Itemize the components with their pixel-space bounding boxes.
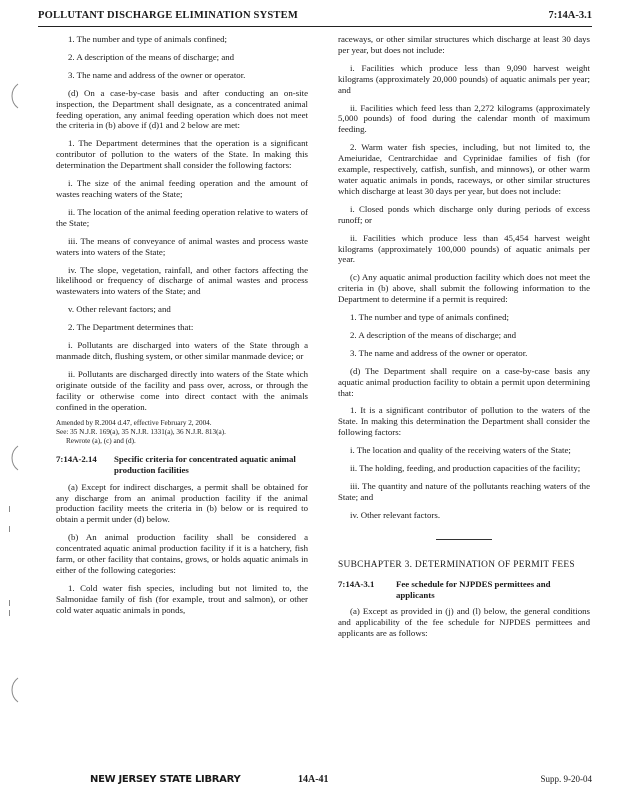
section-heading: [56, 454, 308, 476]
page-number: 14A-41: [298, 774, 329, 785]
factor-item: iv. Other relevant factors.: [350, 509, 441, 520]
paragraph-d1: 1. It is a significant contributor of pollution to the waters of the State. In making this determination the Department shall consider the following factors:: [338, 405, 590, 438]
section-divider: [436, 539, 492, 540]
supplement-date: Supp. 9-20-04: [540, 774, 592, 784]
d2-item: i. Pollutants are discharged into waters of the State through a manmade ditch, flushing system, or other similar manmade device; or: [56, 340, 308, 361]
factor-item: iv. The slope, vegetation, rainfall, and other factors affecting the likelihood or frequency of discharge of animal wastes and process wastewaters into waters of the State; and: [56, 264, 308, 297]
section-heading: [338, 579, 590, 601]
d2-item: ii. Pollutants are discharged directly into waters of the State which originate outside of the facility and pass over, across, or through the facility or otherwise come into direct contact with the animals confined in the operation.: [56, 368, 308, 412]
history-line: Rewrote (a), (c) and (d).: [66, 437, 136, 446]
section-number: 7:14A-3.1: [338, 578, 375, 589]
left-column: [56, 34, 308, 623]
paragraph-d: (d) On a case-by-case basis and after conducting an on-site inspection, the Department shall designate, as a concentrated animal feeding operation, any animal feeding operation which does not meet the criteria in (b) above if (d)1 and 2 below are met:: [56, 87, 308, 131]
factor-item: ii. The holding, feeding, and production capacities of the facility;: [350, 463, 581, 474]
section-title: Specific criteria for concentrated aquatic animal production facilities: [114, 453, 296, 475]
paragraph-a: (a) Except for indirect discharges, a permit shall be obtained for any discharge from an animal production facility if the animal production facility meets the criteria in (b) below or is required to obtain a permit under (d) below.: [56, 481, 308, 525]
paragraph-d: (d) The Department shall require on a case-by-case basis any aquatic animal production facility to obtain a permit upon determining that:: [338, 365, 590, 398]
margin-dot: [9, 526, 10, 532]
library-stamp: NEW JERSEY STATE LIBRARY: [90, 774, 241, 785]
factor-item: v. Other relevant factors; and: [68, 304, 171, 315]
factor-item: ii. The location of the animal feeding operation relative to waters of the State;: [56, 206, 308, 228]
history-line: Amended by R.2004 d.47, effective February 2, 2004.: [56, 419, 212, 428]
margin-bracket-mark: [6, 676, 22, 704]
list-item: 3. The name and address of the owner or operator.: [350, 347, 528, 358]
header-rule: [38, 26, 592, 27]
paragraph-b1: 1. Cold water fish species, including but not limited to, the Salmonidae family of fish (for example, trout and salmon), or other cold water aquatic animals in ponds,: [56, 582, 308, 615]
subchapter-title: SUBCHAPTER 3. DETERMINATION OF PERMIT FEES: [338, 559, 575, 570]
paragraph-d2: 2. The Department determines that:: [68, 322, 194, 333]
margin-dot: [9, 610, 10, 616]
margin-dot: [9, 506, 10, 512]
list-item: 1. The number and type of animals confined;: [68, 34, 227, 44]
running-title: POLLUTANT DISCHARGE ELIMINATION SYSTEM: [38, 10, 298, 21]
paragraph-d1: 1. The Department determines that the operation is a significant contributor of pollution to the waters of the State. In making this determination the Department shall consider the following factors:: [56, 138, 308, 171]
section-number: 7:14A-2.14: [56, 453, 97, 464]
list-item: 1. The number and type of animals confined;: [350, 312, 509, 323]
section-reference: 7:14A-3.1: [548, 10, 592, 21]
right-column: [338, 34, 590, 646]
list-item: 3. The name and address of the owner or operator.: [68, 69, 246, 80]
b2-item: ii. Facilities which produce less than 45,454 harvest weight kilograms (approximately 100,000 pounds) of aquatic animals per year.: [338, 232, 590, 265]
factor-item: i. The size of the animal feeding operation and the amount of wastes reaching waters of the State;: [56, 178, 308, 199]
section-title: Fee schedule for NJPDES permittees and applicants: [396, 578, 551, 600]
paragraph-c: (c) Any aquatic animal production facility which does not meet the criteria in (b) above, shall submit the following information to the Department to determine if a permit is required:: [338, 272, 590, 305]
b1-item: ii. Facilities which feed less than 2,272 kilograms (approximately 5,000 pounds) of food during the calendar month of maximum feeding.: [338, 102, 590, 135]
b2-item: i. Closed ponds which discharge only during periods of excess runoff; or: [338, 203, 590, 225]
margin-bracket-mark: [6, 444, 22, 472]
factor-item: iii. The means of conveyance of animal wastes and process waste waters into waters of the State;: [56, 235, 308, 257]
factor-item: i. The location and quality of the receiving waters of the State;: [350, 445, 571, 456]
margin-bracket-mark: [6, 82, 22, 110]
factor-item: iii. The quantity and nature of the pollutants reaching waters of the State; and: [338, 481, 590, 502]
paragraph-b1-continued: raceways, or other similar structures which discharge at least 30 days per year, but does not include:: [338, 34, 590, 55]
list-item: 2. A description of the means of discharge; and: [68, 51, 235, 62]
paragraph-b2: 2. Warm water fish species, including, but not limited to, the Ameiuridae, Centrarchidae and Cyprinidae families of fish (for example, respectively, catfish, sunfish, and minnows), or other warm water aquatic animals in ponds, raceways, or other similar structures which discharge at least 30 days per year, but does not include:: [338, 142, 590, 196]
history-line: See: 35 N.J.R. 169(a), 35 N.J.R. 1331(a), 36 N.J.R. 813(a).: [56, 428, 226, 437]
paragraph-b: (b) An animal production facility shall be considered a concentrated aquatic animal production facility if it is a hatchery, fish farm, or other facility that contains, grows, or holds aquatic animals in either of the following categories:: [56, 532, 308, 576]
paragraph-a: (a) Except as provided in (j) and (l) below, the general conditions and applicability of the fee schedule for NJPDES permittees and applicants are as follows:: [338, 606, 590, 639]
b1-item: i. Facilities which produce less than 9,090 harvest weight kilograms (approximately 20,000 pounds) of aquatic animals per year; and: [338, 62, 590, 95]
history-note: [56, 419, 308, 445]
list-item: 2. A description of the means of discharge; and: [350, 329, 517, 340]
margin-dot: [9, 600, 10, 606]
